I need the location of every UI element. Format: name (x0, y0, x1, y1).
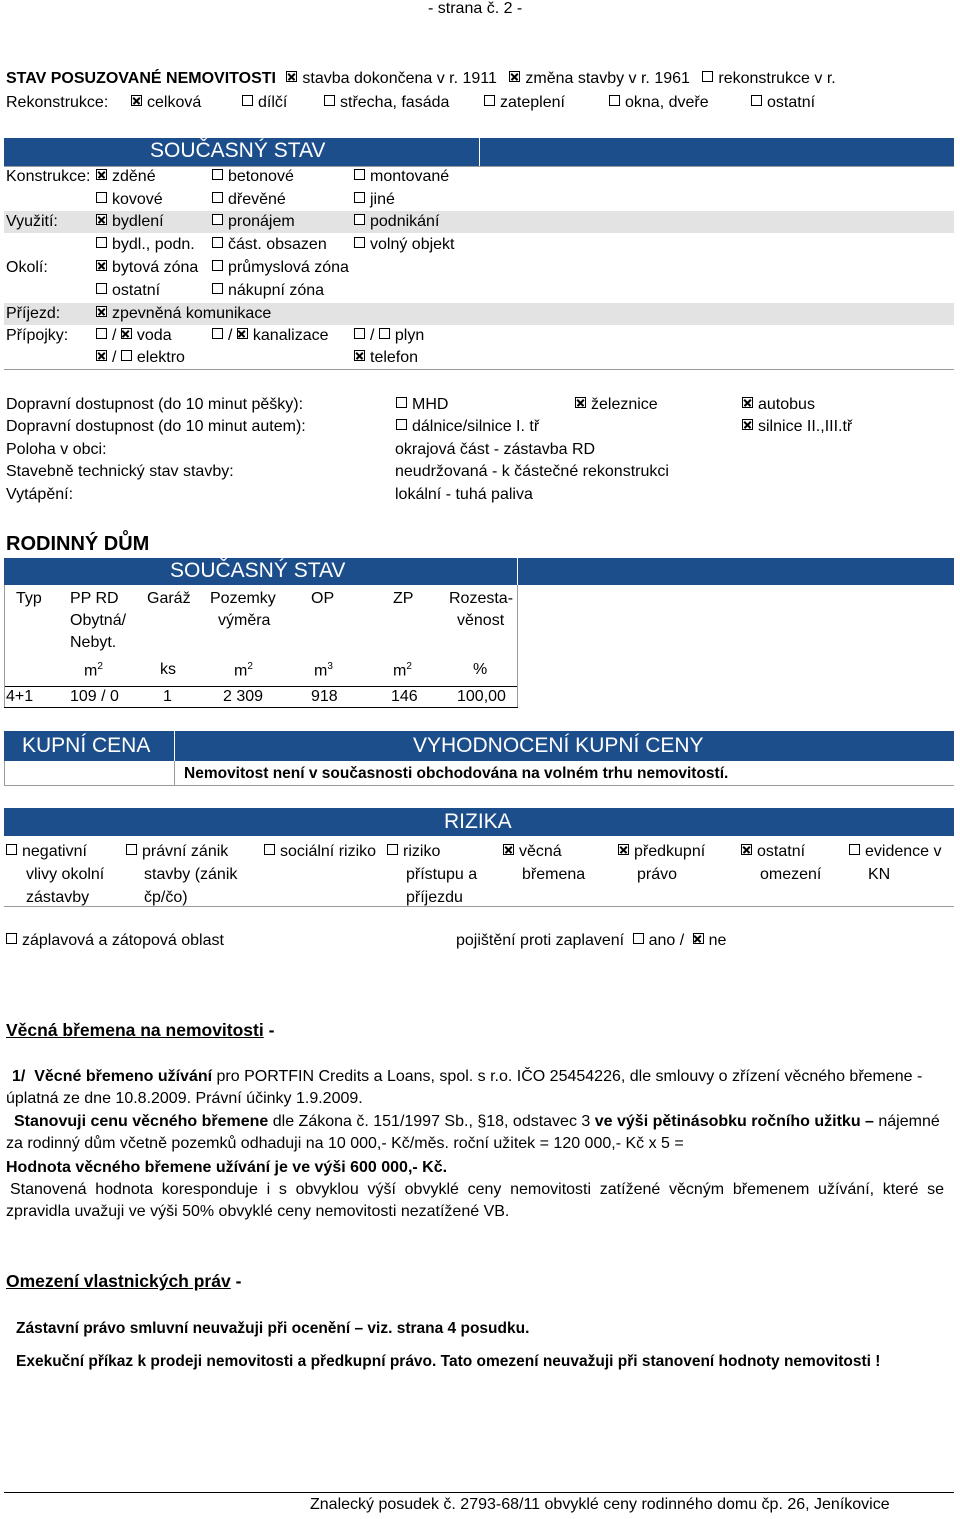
vyhodnoceni-title: VYHODNOCENÍ KUPNÍ CENY (413, 734, 704, 757)
col-pp-rd: PP RD (70, 590, 119, 607)
stav-label: Stavebně technický stav stavby: (6, 463, 234, 480)
checkbox-icon (693, 933, 704, 944)
col-rozestavenost-2: věnost (457, 612, 505, 629)
easement-p2: Stanovuji cenu věcného břemene dle Zákona č. 151/1997 Sb., §18, odstavec 3 ve výši pětinásobku ročního užitku – nájemné za rodinný dům včetně pozemků odhaduji na 10 000,- Kč/měs. roční užitek = 120 000,- Kč x 5 = (6, 1113, 940, 1152)
checkbox-icon (96, 283, 107, 294)
pripojka-elektro: elektro (136, 349, 185, 366)
vyuziti-bydleni: bydlení (112, 213, 164, 230)
separator: / (370, 327, 375, 344)
risk-vecna-bremena: věcná břemena (503, 840, 585, 886)
status-item-completed: stavba dokončena v r. 1911 (302, 70, 497, 87)
flood-insurance: pojištění proti zaplavení ano / ne (456, 932, 727, 949)
checkbox-icon (264, 844, 275, 855)
checkbox-icon (96, 328, 107, 339)
unit-garaz: ks (160, 661, 176, 678)
checkbox-icon (212, 328, 223, 339)
checkbox-icon (849, 844, 860, 855)
checkbox-icon (742, 419, 753, 430)
checkbox-icon (96, 260, 107, 271)
status-line (6, 70, 836, 88)
col-rozestavenost: Rozesta- (449, 590, 514, 607)
risk-predkupni-pravo: předkupní právo (618, 840, 705, 886)
access-zeleznice: železnice (591, 396, 658, 413)
reconstruction-other: ostatní (767, 94, 816, 111)
checkbox-icon (121, 350, 132, 361)
current-state-header (4, 138, 954, 166)
checkbox-icon (126, 844, 137, 855)
checkbox-icon (575, 397, 586, 408)
house-title: RODINNÝ DŮM (6, 533, 150, 555)
checkbox-icon (96, 169, 107, 180)
reconstruction-label: Rekonstrukce: (6, 94, 109, 111)
access-walk-label: Dopravní dostupnost (do 10 minut pěšky): (6, 396, 304, 413)
konstrukce-kovove: kovové (112, 191, 163, 208)
label-pripojky: Přípojky: (6, 327, 69, 344)
page-number: - strana č. 2 - (428, 0, 523, 17)
easement-p4: Stanovená hodnota koresponduje i s obvyklou výší obvyklé ceny nemovitosti zatížené věcným břemenem užívání, které se zpravidla uvažuji ve výši 50% obvyklé ceny nemovitosti nezatížené VB. (6, 1181, 944, 1220)
col-pozemky: Pozemky (210, 590, 276, 607)
checkbox-icon (96, 214, 107, 225)
checkbox-icon (354, 328, 365, 339)
flood-area: záplavová a zátopová oblast (6, 932, 224, 950)
risk-ostatni: ostatní omezení (741, 840, 821, 886)
access-autobus: autobus (758, 396, 815, 413)
vyuziti-cast-obsazen: část. obsazen (228, 236, 327, 253)
checkbox-icon (212, 237, 223, 248)
vytapeni-value: lokální - tuhá paliva (395, 486, 533, 503)
konstrukce-montovane: montované (370, 168, 450, 185)
checkbox-icon (702, 71, 713, 82)
konstrukce-zdene: zděné (112, 168, 156, 185)
separator: / (228, 327, 233, 344)
checkbox-icon (354, 192, 365, 203)
limits-p2: Exekuční příkaz k prodeji nemovitosti a předkupní právo. Tato omezení neuvažuji při stanovení hodnoty nemovitosti ! (16, 1353, 881, 1370)
risk-pristup: riziko přístupu a příjezdu (387, 840, 477, 909)
col-zp: ZP (393, 590, 414, 607)
checkbox-icon (609, 95, 620, 106)
pripojka-kanalizace: kanalizace (252, 327, 329, 344)
checkbox-icon (509, 71, 520, 82)
label-vyuziti: Využití: (6, 213, 58, 230)
access-mhd: MHD (412, 396, 449, 413)
poloha-value: okrajová část - zástavba RD (395, 441, 596, 458)
footer: Znalecký posudek č. 2793-68/11 obvyklé ceny rodinného domu čp. 26, Jeníkovice (310, 1496, 890, 1513)
checkbox-icon (212, 192, 223, 203)
access-car-label: Dopravní dostupnost (do 10 minut autem): (6, 418, 306, 435)
checkbox-icon (237, 328, 248, 339)
checkbox-icon (387, 844, 398, 855)
value-op: 918 (311, 688, 338, 705)
access-silnice: silnice II.,III.tř (758, 418, 853, 435)
vytapeni-label: Vytápění: (6, 486, 74, 503)
checkbox-icon (96, 306, 107, 317)
unit-op: $m^3$ (314, 661, 333, 680)
reconstruction-insulation: zateplení (500, 94, 565, 111)
checkbox-icon (96, 350, 107, 361)
checkbox-icon (354, 237, 365, 248)
status-item-change: změna stavby v r. 1961 (525, 70, 690, 87)
prijezd-komunikace: zpevněná komunikace (112, 305, 272, 322)
rizika-title: RIZIKA (444, 810, 512, 833)
risk-negativni: negativní vlivy okolní zástavby (6, 840, 104, 909)
limits-p1: Zástavní právo smluvní neuvažuji při ocenění – viz. strana 4 posudku. (16, 1320, 530, 1337)
checkbox-icon (354, 214, 365, 225)
checkbox-icon (354, 350, 365, 361)
vyuziti-podnikani: podnikání (370, 213, 440, 230)
col-pp-rd-2: Obytná/ (70, 612, 127, 629)
access-dalnice: dálnice/silnice I. tř (412, 418, 540, 435)
separator: / (112, 349, 117, 366)
reconstruction-line (6, 94, 108, 112)
col-op: OP (311, 590, 335, 607)
unit-pozemky: $m^2$ (234, 661, 253, 680)
checkbox-icon (742, 397, 753, 408)
value-garaz: 1 (163, 688, 172, 705)
current-state-title: SOUČASNÝ STAV (150, 139, 326, 162)
checkbox-icon (131, 95, 142, 106)
checkbox-icon (324, 95, 335, 106)
col-typ: Typ (16, 590, 42, 607)
pripojka-voda: voda (136, 327, 172, 344)
checkbox-icon (503, 844, 514, 855)
checkbox-icon (242, 95, 253, 106)
checkbox-icon (212, 169, 223, 180)
vyuziti-bydl-podn: bydl., podn. (112, 236, 195, 253)
unit-rozestavenost: % (473, 661, 488, 678)
easements-heading: Věcná břemena na nemovitosti - (6, 1020, 275, 1040)
unit-zp: $m^2$ (393, 661, 412, 680)
checkbox-icon (741, 844, 752, 855)
reconstruction-full: celková (147, 94, 202, 111)
checkbox-icon (121, 328, 132, 339)
checkbox-icon (484, 95, 495, 106)
checkbox-icon (286, 71, 297, 82)
house-header (4, 558, 954, 585)
value-typ: 4+1 (6, 688, 34, 705)
checkbox-icon (96, 237, 107, 248)
risk-socialni: sociální riziko (264, 840, 376, 863)
checkbox-icon (212, 283, 223, 294)
price-note: Nemovitost není v současnosti obchodována na volném trhu nemovitostí. (184, 765, 729, 782)
label-okoli: Okolí: (6, 259, 48, 276)
checkbox-icon (6, 933, 17, 944)
checkbox-icon (354, 169, 365, 180)
stav-value: neudržovaná - k částečné rekonstrukci (395, 463, 669, 480)
vyuziti-volny-objekt: volný objekt (370, 236, 455, 253)
easement-value: Hodnota věcného břemene užívání je ve výši 600 000,- Kč. (6, 1159, 448, 1176)
col-pp-rd-3: Nebyt. (70, 634, 117, 651)
checkbox-icon (618, 844, 629, 855)
status-title: STAV POSUZOVANÉ NEMOVITOSTI (6, 70, 276, 87)
col-garaz: Garáž (147, 590, 191, 607)
label-prijezd: Příjezd: (6, 305, 61, 322)
checkbox-icon (396, 397, 407, 408)
value-zp: 146 (391, 688, 418, 705)
checkbox-icon (212, 260, 223, 271)
col-pozemky-2: výměra (218, 612, 271, 629)
value-rozestavenost: 100,00 (457, 688, 506, 705)
checkbox-icon (212, 214, 223, 225)
status-item-reconstruction: rekonstrukce v r. (718, 70, 836, 87)
konstrukce-betonove: betonové (228, 168, 294, 185)
checkbox-icon (751, 95, 762, 106)
value-pozemky: 2 309 (223, 688, 264, 705)
okoli-bytova-zona: bytová zóna (112, 259, 199, 276)
checkbox-icon (633, 933, 644, 944)
pripojka-telefon: telefon (370, 349, 419, 366)
kupni-cena-title: KUPNÍ CENA (22, 734, 151, 757)
reconstruction-roof: střecha, fasáda (340, 94, 450, 111)
value-pp-rd: 109 / 0 (70, 688, 119, 705)
house-header-title: SOUČASNÝ STAV (170, 559, 346, 582)
limits-heading: Omezení vlastnických práv - (6, 1271, 242, 1291)
okoli-ostatni: ostatní (112, 282, 161, 299)
risk-pravni-zanik: právní zánik stavby (zánik čp/čo) (126, 840, 237, 909)
rizika-header (4, 808, 954, 836)
reconstruction-partial: dílčí (258, 94, 288, 111)
checkbox-icon (396, 419, 407, 430)
unit-pp-rd: $m^2$ (84, 661, 103, 680)
checkbox-icon (6, 844, 17, 855)
konstrukce-jine: jiné (370, 191, 395, 208)
risk-evidence-kn: evidence v KN (849, 840, 942, 886)
okoli-nakupni-zona: nákupní zóna (228, 282, 325, 299)
checkbox-icon (379, 328, 390, 339)
separator: / (112, 327, 117, 344)
easement-p1: 1/ Věcné břemeno užívání pro PORTFIN Credits a Loans, spol. s r.o. IČO 25454226, dle smlouvy o zřízení věcného břemene - úplatná ze dne 10.8.2009. Právní účinky 1.9.2009. (6, 1068, 923, 1107)
konstrukce-drevene: dřevěné (228, 191, 286, 208)
okoli-prumyslova-zona: průmyslová zóna (228, 259, 349, 276)
label-konstrukce: Konstrukce: (6, 168, 91, 185)
reconstruction-windows: okna, dveře (625, 94, 709, 111)
vyuziti-pronajem: pronájem (228, 213, 295, 230)
checkbox-icon (96, 192, 107, 203)
poloha-label: Poloha v obci: (6, 441, 107, 458)
kupni-cena-header (4, 731, 954, 761)
pripojka-plyn: plyn (394, 327, 425, 344)
